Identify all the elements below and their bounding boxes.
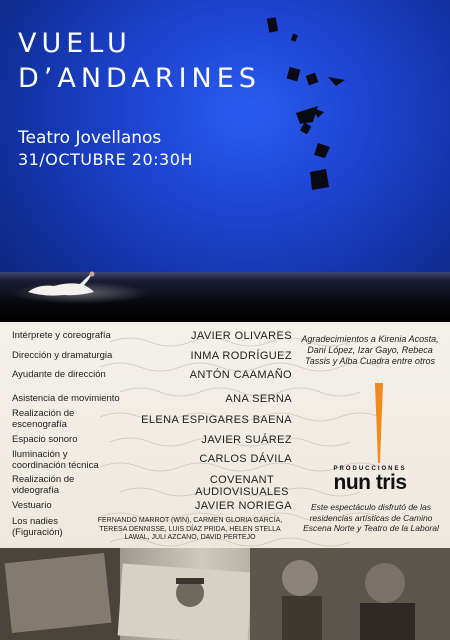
logo-top-text: PRODUCCIONES (333, 466, 407, 472)
credit-role: Los nadies (Figuración) (12, 516, 63, 538)
credit-role: Iluminación y coordinación técnica (12, 449, 99, 471)
credit-role: Vestuario (12, 500, 52, 511)
venue: Teatro Jovellanos (18, 128, 162, 148)
credit-name: JAVIER OLIVARES (191, 330, 292, 342)
figuration-names: FERNANDO MARROT (WIN), CARMEN GLORIA GARCÍA, TERESA DENNISSE, LUIS DÍAZ PRIDA, HELEN STELLA LAWAL, JULI AZCANO, DAVID PERTEJO (97, 517, 283, 541)
credit-role: Dirección y dramaturgia (12, 350, 113, 361)
credit-name: ELENA ESPIGARES BAENA (141, 414, 292, 426)
poster-title-line2: D’ANDARINES (18, 63, 261, 94)
poster-title-line1: VUELU (18, 28, 132, 59)
vintage-photo-collage (0, 548, 450, 640)
credit-name: COVENANT AUDIOVISUALES (195, 474, 289, 498)
logo-mark-icon (372, 383, 386, 463)
logo-main-text: nun tris (333, 471, 407, 494)
credit-role: Asistencia de movimiento (12, 393, 120, 404)
credit-role: Realización de videografía (12, 474, 75, 496)
credit-name: JAVIER NORIEGA (194, 500, 292, 512)
dancer-figure (24, 270, 104, 300)
event-date: 31/OCTUBRE 20:30H (18, 150, 193, 169)
credit-role: Intérprete y coreografía (12, 330, 111, 341)
residency-note: Este espectáculo disfrutó de las residencias artísticas de Camino Escena Norte y Teatro de la Laboral (303, 502, 439, 533)
credit-name: ANA SERNA (225, 393, 292, 405)
credit-role: Ayudante de dirección (12, 369, 106, 380)
credit-name: INMA RODRÍGUEZ (190, 350, 292, 362)
credit-name: JAVIER SUÁREZ (201, 434, 292, 446)
acknowledgements: Agradecimientos a Kirenia Acosta, Dani López, Izar Gayo, Rebeca Tassis y Alba Cuadra entre otros (301, 334, 439, 366)
credit-name: CARLOS DÁVILA (199, 453, 292, 465)
vintage-photos (0, 548, 450, 640)
credit-role: Realización de escenografía (12, 408, 75, 430)
credit-name: ANTÓN CAAMAÑO (189, 369, 292, 381)
credit-role: Espacio sonoro (12, 434, 78, 445)
